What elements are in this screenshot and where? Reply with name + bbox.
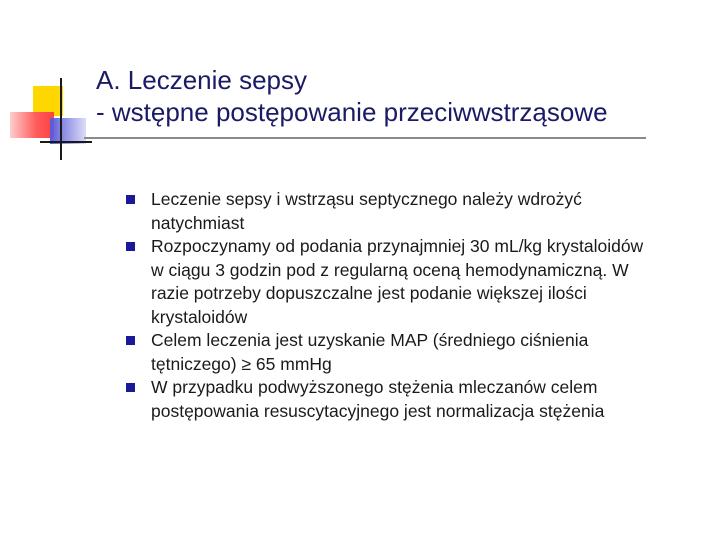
square-bullet-icon xyxy=(126,195,135,204)
bullet-item xyxy=(126,329,646,376)
bullet-item xyxy=(126,376,646,423)
slide-title-line-2: - wstępne postępowanie przeciwwstrząsowe xyxy=(96,97,608,127)
logo-red-square xyxy=(10,112,54,138)
logo-vertical-line xyxy=(60,78,62,160)
square-bullet-icon xyxy=(126,336,135,345)
title-divider xyxy=(84,137,646,139)
square-bullet-icon xyxy=(126,383,135,392)
bullet-item xyxy=(126,188,646,235)
logo-horizontal-line xyxy=(40,141,92,143)
square-bullet-icon xyxy=(126,242,135,251)
bullet-text: Celem leczenia jest uzyskanie MAP (średniego ciśnienia tętniczego) ≥ 65 mmHg xyxy=(151,330,589,374)
bullet-item xyxy=(126,235,646,329)
bullet-text: Rozpoczynamy od podania przynajmniej 30 mL/kg krystaloidów w ciągu 3 godzin pod z regularną oceną hemodynamiczną. W razie potrzeby dopuszczalne jest podanie większej ilości krystaloidów xyxy=(151,236,644,327)
slide-title-line-1: A. Leczenie sepsy xyxy=(96,65,308,95)
bullet-text: W przypadku podwyższonego stężenia mleczanów celem postępowania resuscytacyjnego jest normalizacja stężenia xyxy=(151,377,605,421)
slide-logo-icon xyxy=(0,0,110,170)
slide-title xyxy=(96,64,696,128)
bullet-list xyxy=(126,188,646,423)
bullet-text: Leczenie sepsy i wstrząsu septycznego należy wdrożyć natychmiast xyxy=(151,189,582,233)
